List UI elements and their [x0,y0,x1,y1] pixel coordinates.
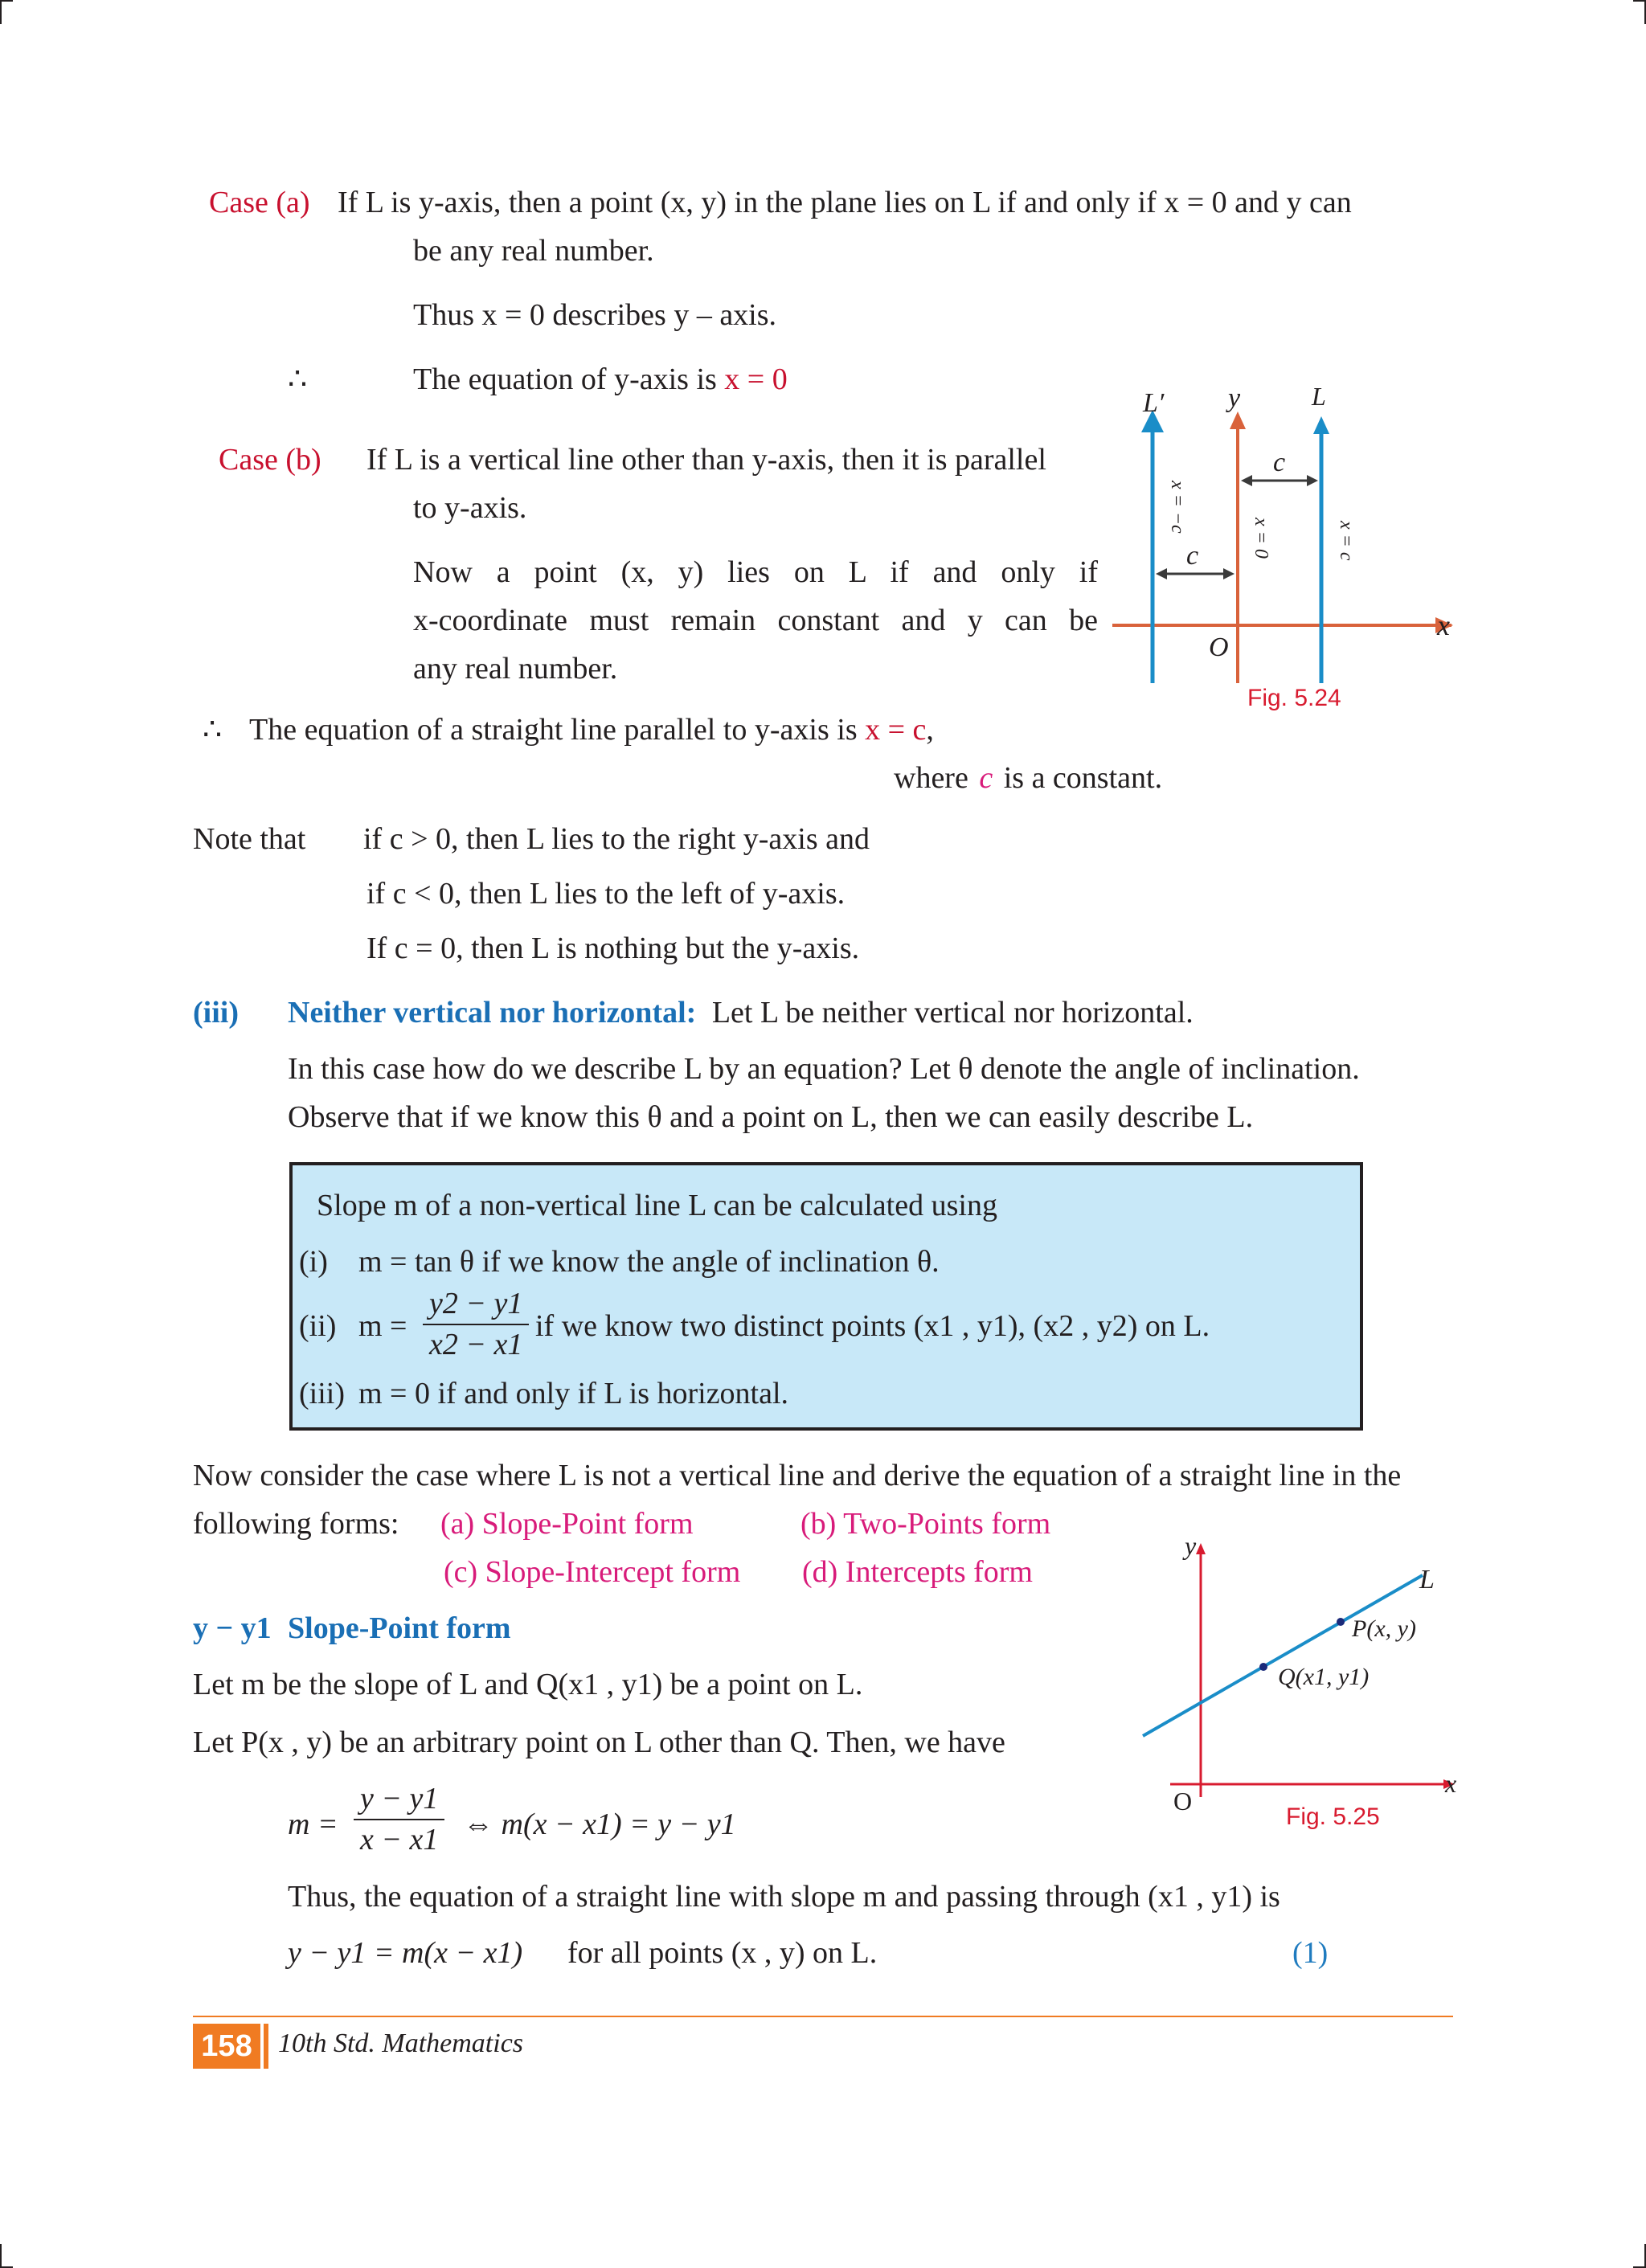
figure-5-25 [1125,1527,1463,1832]
forms-intro-line2: following forms: [193,1507,399,1541]
case-b-para-line1: Now a point (x, y) lies on L if and only if [413,555,1098,589]
fig524-c-left-arrowhead-left [1156,568,1167,579]
fig525-label-origin: O [1173,1787,1193,1816]
subsection-a-line3: Thus, the equation of a straight line with slope m and passing through (x1 , y1) is [288,1880,1280,1914]
conclusion-where-line [894,759,1162,798]
slope-box-numerator: y2 − y1 [423,1284,529,1325]
conclusion-comma: , [926,713,934,747]
slope-box-title: Slope m of a non-vertical line L can be calculated using [317,1189,997,1222]
slope-box-fraction [423,1284,529,1365]
subsection-a-fraction [354,1779,444,1861]
subsection-a-number: y − y1 [193,1611,272,1645]
fig524-l-arrow [1313,416,1329,434]
fig525-line-l [1143,1575,1423,1736]
note-line2: if c < 0, then L lies to the left of y-axis. [366,877,846,911]
conclusion-where: where [894,761,968,795]
case-a-therefore: ∴ [288,362,308,396]
crop-mark-tl-v [0,0,2,24]
case-a-line2: be any real number. [413,234,654,268]
slope-box-item-ii-m: m = [358,1309,407,1343]
slope-box-item-i-text: m = tan θ if we know the angle of inclination θ. [358,1245,940,1279]
fig524-label-c-left: c [1186,541,1199,571]
fig524-label-x: x [1437,609,1450,641]
slope-box-item-ii-text: if we know two distinct points (x1 , y1), (x2 , y2) on L. [535,1309,1210,1343]
case-a-conclusion-eq: x = 0 [724,362,788,396]
case-b-line2: to y-axis. [413,491,527,525]
subsection-a-rhs: ⇔ m(x − x1) = y − y1 [463,1807,736,1841]
fig525-label-y: y [1185,1531,1197,1560]
case-b-line1: If L is a vertical line other than y-axis, then it is parallel [366,443,1046,477]
fig524-caption: Fig. 5.24 [1247,685,1341,711]
slope-box-item-ii-label: (ii) [299,1309,337,1343]
note-line1: if c > 0, then L lies to the right y-axis and [363,822,870,856]
section-iii-rest: Let L be neither vertical nor horizontal. [711,996,1194,1030]
subsection-a-m: m = [288,1807,338,1841]
conclusion-therefore: ∴ [203,713,223,747]
conclusion-rest: is a constant. [1003,761,1163,795]
book-title: 10th Std. Mathematics [278,2029,524,2058]
footer-rule [193,2016,1453,2017]
case-a-conclusion [413,360,788,399]
crop-mark-bl-v [0,2244,2,2268]
case-a-line1: If L is y-axis, then a point (x, y) in the plane lies on L if and only if x = 0 and y can [338,186,1352,219]
equation-number-1: (1) [1292,1936,1329,1970]
fig525-label-x: x [1445,1769,1457,1798]
fig525-y-arrow [1196,1543,1206,1554]
subsection-a-numerator: y − y1 [354,1779,444,1820]
fig525-point-q [1259,1663,1267,1671]
subsection-a-line1: Let m be the slope of L and Q(x1 , y1) be a point on L. [193,1668,863,1701]
page-number-bar [264,2024,268,2069]
conclusion-line [249,710,934,750]
forms-intro-line1: Now consider the case where L is not a vertical line and derive the equation of a straight line in the [193,1459,1402,1492]
form-d-intercepts: (d) Intercepts form [802,1555,1033,1589]
subsection-a-equation-rest: for all points (x , y) on L. [567,1936,878,1970]
case-a-line3: Thus x = 0 describes y – axis. [413,298,777,332]
subsection-a-fraction-wrap [346,1779,452,1861]
fig524-y-arrow [1230,411,1246,429]
slope-box-item-ii-fraction [415,1284,537,1365]
figure-5-24 [1106,378,1460,723]
fig524-label-x-c: x = c [1336,521,1357,561]
note-label: Note that [193,822,306,856]
fig525-label-l: L [1419,1565,1435,1595]
fig524-c-left-arrowhead-right [1223,568,1234,579]
conclusion-text: The equation of a straight line parallel to y-axis is [249,713,858,747]
section-iii-para2: Observe that if we know this θ and a point on L, then we can easily describe L. [288,1100,1254,1134]
section-iii-title: Neither vertical nor horizontal: [288,996,697,1030]
section-iii-para1: In this case how do we describe L by an equation? Let θ denote the angle of inclination. [288,1052,1360,1086]
crop-mark-tl-h [0,0,13,2]
fig524-label-l-prime: L′ [1143,388,1165,418]
subsection-a-line2: Let P(x , y) be an arbitrary point on L other than Q. Then, we have [193,1726,1005,1759]
fig524-label-origin: O [1209,633,1229,662]
page-number: 158 [193,2024,260,2069]
fig525-label-p: P(x, y) [1352,1615,1416,1642]
case-a-conclusion-text: The equation of y-axis is [413,362,717,396]
conclusion-c: c [979,761,993,795]
subsection-a-denominator: x − x1 [360,1823,439,1857]
fig524-label-y: y [1228,383,1241,413]
fig525-point-p [1337,1618,1345,1626]
form-a-slope-point: (a) Slope-Point form [440,1507,694,1541]
slope-box-item-i-label: (i) [299,1245,328,1279]
fig524-label-l: L [1312,382,1326,411]
fig524-label-x-zero: x = 0 [1251,518,1271,559]
case-b-para-line2: x-coordinate must remain constant and y can be [413,604,1098,637]
note-line3: If c = 0, then L is nothing but the y-axis. [366,931,860,965]
form-b-two-points: (b) Two-Points form [800,1507,1051,1541]
fig525-label-q: Q(x1, y1) [1278,1664,1370,1690]
case-a-label: Case (a) [209,186,310,219]
fig524-c-top-arrowhead-right [1307,475,1318,486]
fig524-c-top-arrowhead-left [1241,475,1252,486]
fig524-label-c-top: c [1273,448,1286,477]
fig524-label-x-neg-c: x = −c [1167,481,1188,534]
case-b-label: Case (b) [219,443,321,477]
case-b-para-line3: any real number. [413,652,618,686]
fig525-caption: Fig. 5.25 [1286,1803,1380,1830]
section-iii-heading [288,993,1194,1033]
slope-box-denominator: x2 − x1 [429,1328,523,1362]
subsection-a-equation: y − y1 = m(x − x1) [288,1936,523,1970]
form-c-slope-intercept: (c) Slope-Intercept form [444,1555,741,1589]
section-iii-number: (iii) [193,996,239,1030]
subsection-a-title: Slope-Point form [288,1611,511,1645]
slope-box-item-iii-label: (iii) [299,1377,345,1410]
conclusion-eq: x = c [865,713,927,747]
slope-box-item-iii-text: m = 0 if and only if L is horizontal. [358,1377,789,1410]
